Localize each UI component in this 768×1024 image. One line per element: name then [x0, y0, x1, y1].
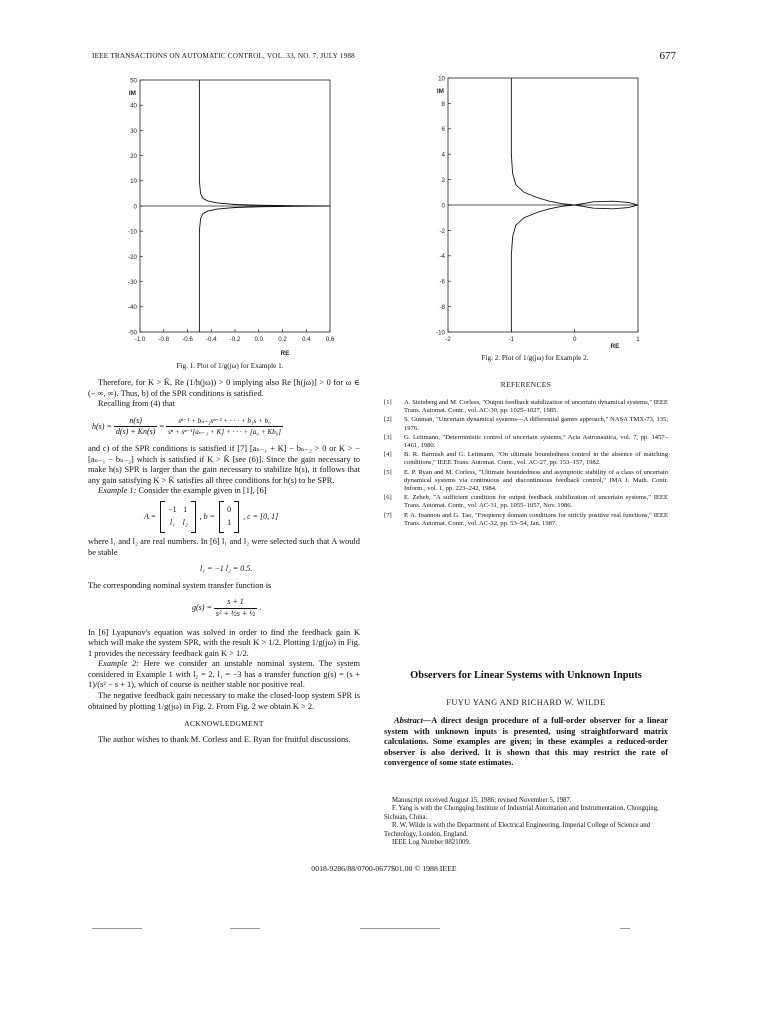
vector-b — [219, 501, 239, 533]
reference-text: S. Gutman, "Uncertain dynamical systems—A differential games approach," NASA TMX-73, 135, 1976. — [404, 416, 668, 432]
vector-cell: 0 — [227, 505, 232, 515]
paragraph: Therefore, for K > K̄, Re (1/h(jω)) > 0 implying also Re [h(jω)] > 0 for ω ∈ (− ∞, ∞). Thus, b) of the SPR conditions is satisfied. — [88, 378, 360, 398]
vector-cell: 1 — [227, 517, 232, 527]
y-tick-label: -50 — [128, 329, 137, 337]
reference-item — [384, 469, 668, 494]
figure-1 — [100, 70, 360, 360]
footnote: IEEE Log Number 8821009. — [392, 839, 471, 847]
references-heading: REFERENCES — [500, 380, 552, 389]
scan-mark — [360, 928, 440, 929]
equation-matrices — [144, 501, 360, 533]
paragraph: The negative feedback gain necessary to make the closed-loop system SPR is obtained by plotting 1/g(jω) in Fig. 2. From Fig. 2 we obtain K > 2. — [88, 691, 360, 711]
im-axis-label: IM — [128, 90, 136, 97]
x-tick-label: 0.6 — [325, 336, 335, 343]
y-tick-label: 40 — [130, 102, 137, 110]
article-authors: FUYU YANG AND RICHARD W. WILDE — [446, 698, 606, 707]
article-title: Observers for Linear Systems with Unknown Inputs — [410, 670, 642, 681]
matrix-cell: 1 — [183, 505, 188, 515]
paragraph — [88, 486, 360, 497]
x-tick-label: -0.6 — [182, 336, 193, 343]
eq-g-den: s² + ½s + ½ — [215, 608, 256, 618]
footnote: F. Yang is with the Chongqing Institute of Industrial Automation and Instrumentation, Chongqing, Sichuan, China. — [384, 805, 659, 821]
y-tick-label: -2 — [439, 227, 445, 235]
eq-g-lhs: g(s) = — [192, 603, 212, 613]
example-2-label: Example 2: — [98, 659, 139, 669]
y-tick-label: -4 — [439, 253, 445, 261]
x-tick-label: -1.0 — [134, 336, 146, 343]
reference-item — [384, 451, 668, 467]
series-line-lower — [199, 206, 330, 332]
abstract — [384, 716, 668, 769]
series-line-upper-branch — [511, 78, 638, 205]
fig2-caption: Fig. 2. Plot of 1/g(jω) for Example 2. — [481, 354, 589, 362]
equation-h — [92, 416, 360, 438]
footnote: R. W. Wilde is with the Department of Electrical Engineering, Imperial College of Science and Technology, London, England. — [384, 822, 650, 838]
matrix-A — [160, 501, 196, 533]
x-tick-label: 0.0 — [254, 336, 264, 343]
page-number: 677 — [659, 50, 676, 62]
eq-h-den1: d(s) + Kn(s) — [115, 427, 156, 437]
running-header: IEEE TRANSACTIONS ON AUTOMATIC CONTROL, VOL. 33, NO. 7, JULY 1988 — [92, 52, 355, 60]
y-tick-label: 0 — [133, 203, 137, 211]
paragraph: Recalling from (4) that — [98, 399, 175, 409]
y-tick-label: 8 — [441, 100, 445, 108]
paragraph — [88, 659, 360, 691]
y-tick-label: -40 — [128, 304, 137, 312]
eq-h-frac1 — [114, 416, 158, 438]
im-axis-label: IM — [436, 88, 444, 95]
reference-item — [384, 512, 668, 528]
reference-text: E. Zeheb, "A sufficient condition for output feedback stabilization of uncertain systems," IEEE Trans. Automat. Contr., vol. AC-31, pp. 1055–1057, Nov. 1986. — [404, 494, 668, 510]
matrix-cell: l₂ — [182, 517, 188, 527]
reference-text: A. Steinberg and M. Corless, "Output feedback stabilization of uncertain dynamical systems," IEEE Trans. Automat. Contr., vol. AC-30, pp. 1025–1027, 1985. — [404, 399, 668, 415]
x-tick-label: 0 — [572, 336, 577, 343]
reference-text: B. R. Barmish and G. Leitmann, "On ultimate boundedness control in the absence of matching conditions," IEEE Trans. Automat. Contr., vol. AC-27, pp. 153–157, 1982. — [404, 451, 668, 467]
eq-h-frac2 — [166, 416, 283, 438]
eq-A-label: A = — [144, 511, 157, 521]
acknowledgment-heading: ACKNOWLEDGMENT — [184, 719, 264, 729]
left-column — [88, 378, 360, 745]
equation-g — [192, 597, 360, 619]
eq-h-lhs: h(s) = — [92, 421, 112, 431]
eq-g-frac — [214, 597, 257, 619]
re-axis-label: RE — [610, 343, 620, 350]
footnotes — [384, 797, 668, 847]
x-tick-label: -0.8 — [158, 336, 170, 343]
paragraph: and c) of the SPR conditions is satisfied if [7] [aₙ₋₁ + K] − bₙ₋₂ > 0 or K > −[aₙ₋₁ − bₙ₋₂] which is satisfied if K > K̄ [see (6)]. Since the gain necessary to make h(s) SPR is larger than the gain necessary to stabilize h(s), it follows that any gain satisfying K > K̄ satisfies all three conditions for h(s) to be SPR. — [88, 443, 360, 485]
x-tick-label: -2 — [445, 336, 451, 343]
x-tick-label: 1 — [636, 336, 640, 343]
y-tick-label: -10 — [128, 228, 137, 236]
y-tick-label: -10 — [436, 329, 445, 337]
reference-number: [5] — [384, 468, 392, 476]
series-line-lower-branch — [511, 205, 638, 332]
figure-2 — [410, 70, 660, 355]
references-section — [384, 380, 668, 529]
eq-h-den2: sⁿ + sⁿ⁻¹[aₙ₋₁ + K] + · · · + [a₀ + Kb₀] — [167, 428, 282, 437]
x-tick-label: 0.2 — [278, 336, 287, 343]
y-tick-label: 4 — [441, 151, 445, 159]
y-tick-label: 2 — [441, 177, 445, 184]
y-tick-label: 30 — [130, 127, 137, 135]
eq-g-end: . — [259, 603, 262, 613]
y-tick-label: 0 — [441, 202, 445, 210]
y-tick-label: 10 — [438, 75, 445, 83]
paragraph: In [6] Lyapunov's equation was solved in order to find the feedback gain K which will make the system SPR, with the result K > 1/2. Plotting 1/g(jω) in Fig. 1 provides the necessary feedback gain K > 1/2. — [88, 627, 360, 658]
y-tick-label: 10 — [130, 178, 137, 186]
scan-mark — [92, 928, 142, 929]
reference-item — [384, 494, 668, 510]
x-tick-label: -1 — [508, 336, 515, 343]
references-list — [384, 399, 668, 528]
reference-number: [3] — [384, 433, 392, 441]
scan-mark — [230, 928, 260, 929]
y-tick-label: -20 — [128, 253, 137, 261]
reference-number: [4] — [384, 451, 392, 459]
y-tick-label: 6 — [441, 126, 445, 134]
y-tick-label: -8 — [439, 304, 445, 311]
x-tick-label: 0.4 — [301, 336, 311, 343]
fig2-plot-area — [436, 75, 640, 350]
reference-text: P. A. Ioannou and G. Tao, "Frequency domain conditions for strictly positive real functions," IEEE Trans. Automat. Contr., vol. AC-32, pp. 53–54, Jan. 1987. — [404, 511, 668, 527]
eq-c: , c = [0, 1] — [243, 511, 279, 521]
reference-number: [6] — [384, 494, 392, 502]
reference-item — [384, 434, 668, 450]
paragraph: where l₁ and l₂ are real numbers. In [6] l₁ and l₂ were selected such that A would be stable — [88, 536, 360, 557]
y-tick-label: 50 — [130, 77, 137, 85]
example-2-text: Here we consider an unstable nominal system. The system considered in Example 1 with l₂ = 2, l₁ = −3 has a transfer function g(s) = (s + 1)/(s² − s + 1), which of course is neither stable nor positive real. — [88, 659, 360, 690]
eq-g-num: s + 1 — [214, 597, 257, 609]
eq-h-num1: n(s) — [114, 416, 158, 428]
y-tick-label: -6 — [439, 278, 445, 286]
reference-text: E. P. Ryan and M. Corless, "Ultimate boundedness and asymptotic stability of a class of uncertain dynamical systems via continuous and discontinuous feedback control," IMA J. Math. Contr. Inform., vol. 1, pp. 223–242, 1984. — [404, 468, 668, 493]
abstract-label: Abstract— — [394, 716, 432, 725]
example-1-text: Consider the example given in [1], [6] — [136, 486, 267, 496]
fig1-caption: Fig. 1. Plot of 1/g(jω) for Example 1. — [176, 362, 284, 370]
reference-number: [1] — [384, 399, 392, 406]
eq-h-equals: = — [159, 421, 164, 431]
copyright-footer: 0018-9286/88/0700-0677$01.00 © 1988 IEEE — [311, 864, 457, 873]
footnote: Manuscript received August 15, 1986; revised November 5, 1987. — [392, 797, 572, 804]
eq-h-num2: sⁿ⁻¹ + bₙ₋₂sⁿ⁻² + · · · + b₁s + b₀ — [166, 416, 283, 428]
re-axis-label: RE — [280, 350, 290, 357]
reference-item — [384, 399, 668, 415]
abstract-text: A direct design procedure of a full-order observer for a linear system with unknown inputs is presented, using straightforward matrix calculations. Some examples are given; in these examples a reduced-order observer is also derived. It is shown that this may restrict the rate of convergence of some state estimates. — [384, 716, 668, 768]
x-tick-label: -0.4 — [205, 336, 217, 343]
eq-b-label: , b = — [199, 511, 216, 521]
y-tick-label: 20 — [130, 153, 137, 160]
y-tick-label: -30 — [128, 279, 137, 286]
reference-number: [2] — [384, 416, 392, 424]
reference-text: G. Leitmann, "Deterministic control of uncertain systems," Acta Astronautica, vol. 7, pp. 1457–1461, 1980. — [404, 433, 668, 450]
example-1-label: Example 1: — [98, 486, 137, 496]
reference-item — [384, 416, 668, 432]
matrix-cell: l₁ — [169, 517, 175, 527]
acknowledgment-text: The author wishes to thank M. Corless and E. Ryan for fruitful discussions. — [98, 734, 351, 744]
paragraph: The corresponding nominal system transfer function is — [88, 580, 272, 590]
x-tick-label: -0.2 — [229, 336, 241, 343]
reference-number: [7] — [384, 511, 392, 519]
series-line-upper — [199, 80, 330, 206]
matrix-cell: −1 — [168, 505, 177, 515]
equation-l: l₁ = −1 l₂ = 0.5. — [200, 564, 253, 574]
scan-mark — [620, 928, 630, 929]
fig1-plot-area — [128, 77, 335, 357]
